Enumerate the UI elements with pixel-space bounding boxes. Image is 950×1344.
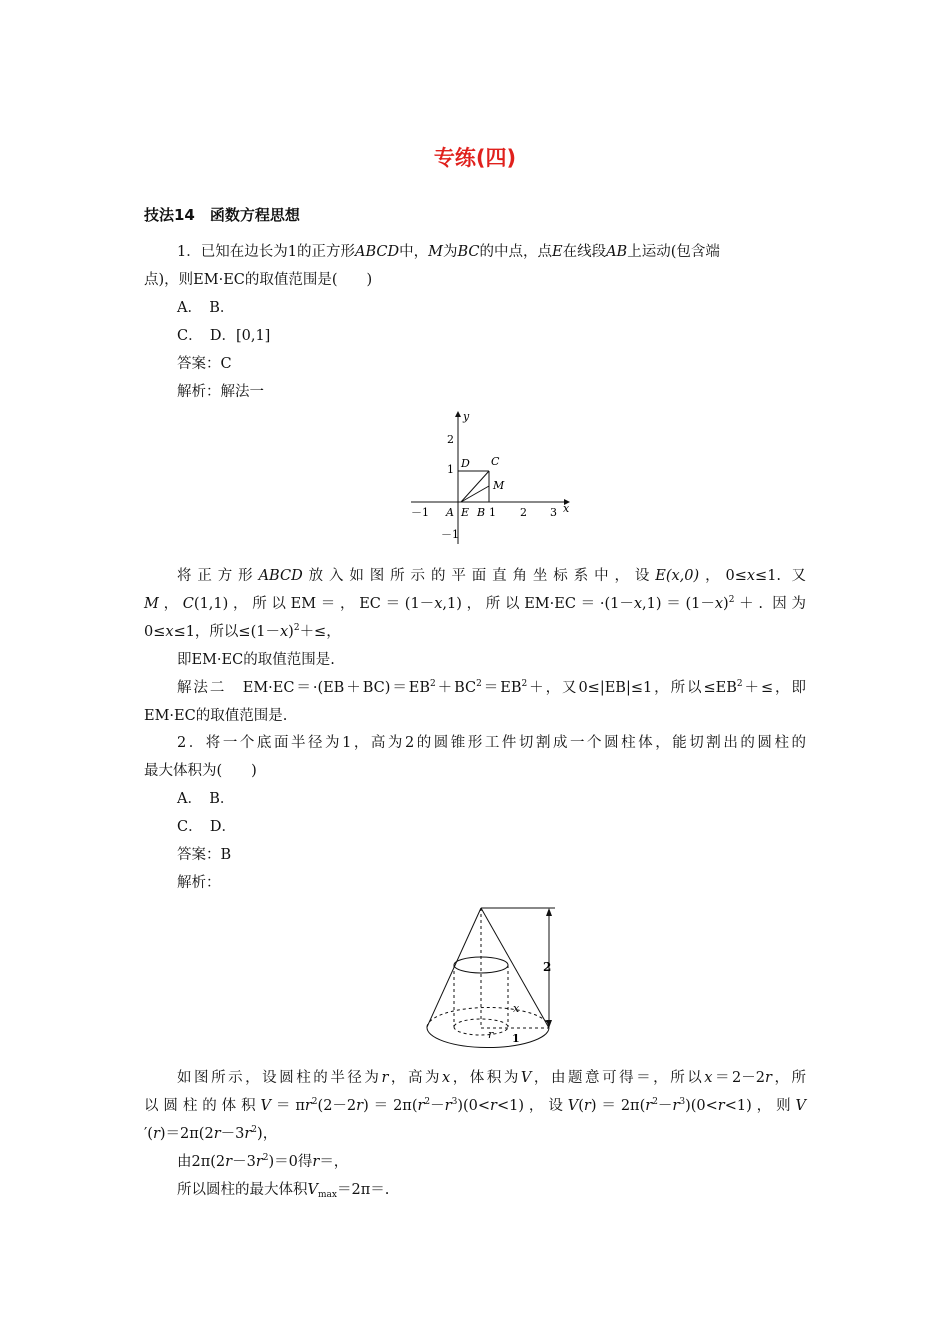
q1-analysis-label: 解析：解法一 [177,384,264,400]
x-tick-neg1: －1 [411,506,429,519]
q2-stem-line2: 最大体积为( ) [144,763,257,779]
height-arrow-up [546,908,552,916]
q1-sol2-line2: EM·EC的取值范围是. [144,708,288,724]
q2-answer: 答案：B [177,847,232,863]
q1-sol-line2: M，C(1,1)，所以EM＝，EC＝(1－x,1)，所以$EM\cdot EC=\cdot(1-x,1)=(1-x)^2+$. 因为 [144,595,807,612]
q2-sol-line1: 如图所示，设圆柱的半径为r，高为x，体积为V，由题意可得＝，所以x＝2－2r，所 [177,1070,807,1086]
cone-base-back [427,1007,549,1028]
y-axis-label: y [463,410,470,423]
segment-EC [461,471,489,502]
x-tick-2: 2 [520,506,527,519]
x-tick-3: 3 [550,506,557,519]
q2-options-cd: C． D． [177,819,236,835]
q2-options-ab: A． B． [177,791,235,807]
label-A: A [446,506,454,519]
q2-solution [144,1064,806,1204]
q1-answer: 答案：C [177,356,232,372]
label-E: E [461,506,470,519]
q1-stem-line2: 点)，则EM·EC的取值范围是( ) [144,272,373,288]
label-B: B [477,506,486,519]
q2-sol-line3: $'(r)=2\pi(2r-3r^2)$， [144,1125,278,1142]
question-1 [144,238,806,406]
label-r: r [488,1028,494,1041]
y-tick-1: 1 [447,463,454,476]
x-axis-label: x [563,502,570,515]
label-x: x [513,1002,520,1015]
label-C: C [491,455,500,468]
q1-solution [144,562,806,730]
height-label: 2 [543,960,552,974]
q1-sol-line3: 0≤x≤1，所以$\le(1-x)^2+\le$， [144,623,341,640]
q1-sol-line1: 将正方形ABCD放入如图所示的平面直角坐标系中，设E(x,0)，0≤x≤1. 又 [177,568,807,584]
q2-stem-line1: 2．将一个底面半径为1，高为2的圆锥形工件切割成一个圆柱体，能切割出的圆柱的 [177,735,806,751]
label-M: M [493,479,505,492]
question-2 [144,729,806,897]
y-tick-neg1: －1 [441,528,459,541]
q1-sol-line4: 即EM·EC的取值范围是. [177,652,335,668]
q1-options-cd: C． D．[0,1] [177,328,271,344]
q2-sol-line4: 由$2\pi(2r-3r^2)=0$得r＝， [177,1153,349,1170]
segment-EM [461,486,489,502]
q1-sol2-line1: 解法二 $EM\cdot EC=\cdot(EB+BC)=EB^2+BC^2=EB^2+$，又0≤|EB|≤1，所以$\le EB^2+\le$，即 [177,679,806,696]
q2-sol-line5: 所以圆柱的最大体积$V_{max}=2\pi=$. [177,1182,390,1200]
y-tick-2: 2 [447,433,454,446]
label-D: D [461,457,470,470]
cone-figure [415,900,575,1055]
coordinate-figure [405,408,575,548]
label-radius-1: 1 [512,1032,520,1045]
cylinder-bottom [454,1019,508,1035]
section-heading: 技法14 函数方程思想 [144,206,300,224]
x-tick-1: 1 [489,506,496,519]
page-title: 专练(四) [433,146,517,170]
q2-analysis-label: 解析： [177,875,221,891]
q2-sol-line2: 以圆柱的体积$V=\pi r^2(2-2r)=2\pi(r^2-r^3)(0<r<1)$，设$V(r)=2\pi(r^2-r^3)(0<r<1)$，则V [144,1097,806,1114]
q1-stem-line1: 1．已知在边长为1的正方形ABCD中，M为BC的中点，点E在线段AB上运动(包含端 [177,244,720,260]
q1-options-ab: A． B． [177,300,235,316]
